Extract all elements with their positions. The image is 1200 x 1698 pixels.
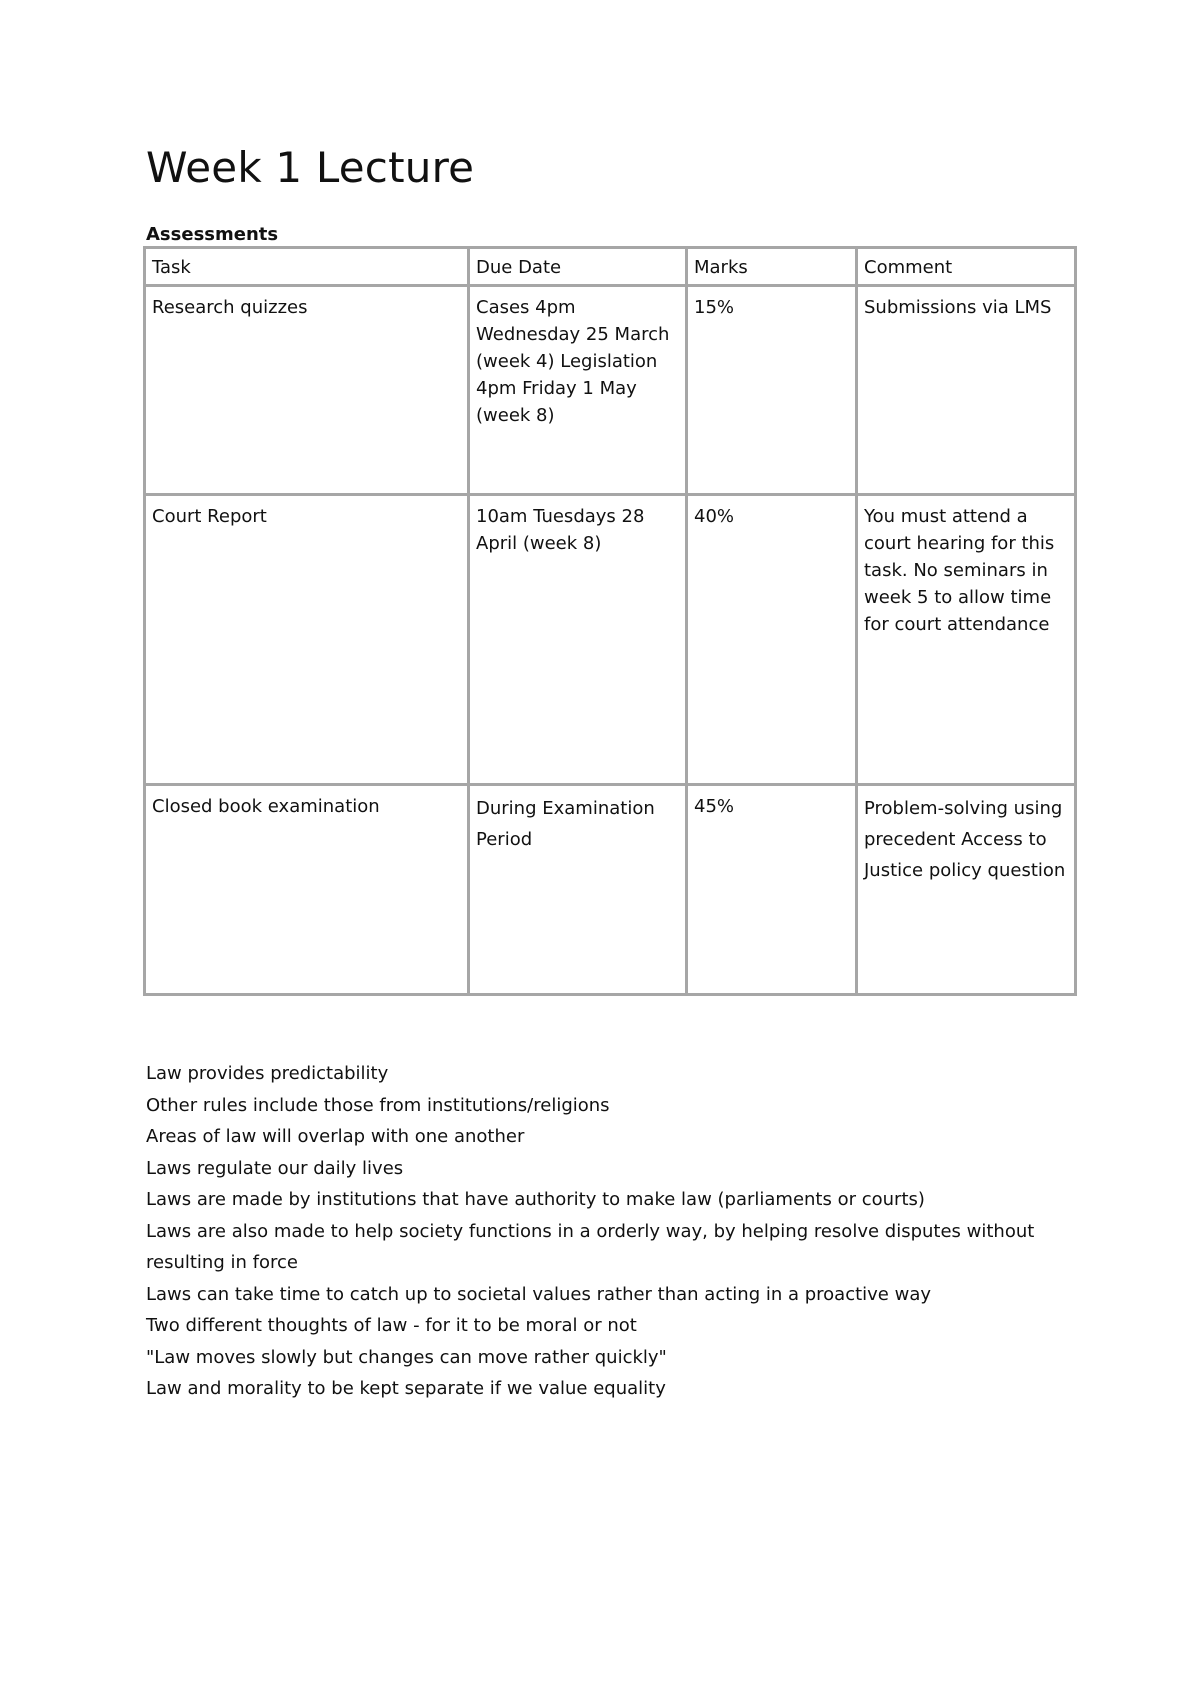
lecture-notes (146, 1058, 1076, 1405)
cell-task: Closed book examination (145, 785, 469, 995)
cell-due-date: During Examination Period (469, 785, 687, 995)
cell-comment: Submissions via LMS (857, 286, 1076, 495)
column-header-comment: Comment (857, 248, 1076, 286)
note-line: Areas of law will overlap with one another (146, 1126, 525, 1147)
page-title: Week 1 Lecture (146, 143, 475, 192)
table-row (145, 286, 1076, 495)
cell-due-date: 10am Tuesdays 28 April (week 8) (469, 495, 687, 785)
note-line: Laws regulate our daily lives (146, 1157, 404, 1179)
section-heading-assessments: Assessments (146, 224, 279, 245)
note-line: Two different thoughts of law - for it to be moral or not (146, 1315, 637, 1336)
note-line: Other rules include those from institutions/religions (146, 1094, 610, 1116)
note-line: Laws are also made to help society functions in a orderly way, by helping resolve disputes without resulting in force (146, 1220, 1035, 1273)
assessments-table (143, 246, 1077, 996)
note-line: Law provides predictability (146, 1063, 389, 1084)
column-header-task: Task (145, 248, 469, 286)
table-row (145, 495, 1076, 785)
table-row (145, 785, 1076, 995)
cell-marks: 45% (687, 785, 857, 995)
cell-marks: 40% (687, 495, 857, 785)
cell-comment: You must attend a court hearing for this task. No seminars in week 5 to allow time for court attendance (857, 495, 1076, 785)
cell-due-date: Cases 4pm Wednesday 25 March (week 4) Legislation 4pm Friday 1 May (week 8) (469, 286, 687, 495)
cell-comment: Problem-solving using precedent Access to Justice policy question (857, 785, 1076, 995)
note-line: Laws are made by institutions that have authority to make law (parliaments or courts) (146, 1189, 925, 1210)
cell-task: Court Report (145, 495, 469, 785)
column-header-due-date: Due Date (469, 248, 687, 286)
cell-task: Research quizzes (145, 286, 469, 495)
table-header-row (145, 248, 1076, 286)
cell-marks: 15% (687, 286, 857, 495)
note-line: Law and morality to be kept separate if we value equality (146, 1378, 666, 1399)
note-line: Laws can take time to catch up to societal values rather than acting in a proactive way (146, 1283, 932, 1305)
note-line: "Law moves slowly but changes can move rather quickly" (146, 1346, 667, 1368)
column-header-marks: Marks (687, 248, 857, 286)
